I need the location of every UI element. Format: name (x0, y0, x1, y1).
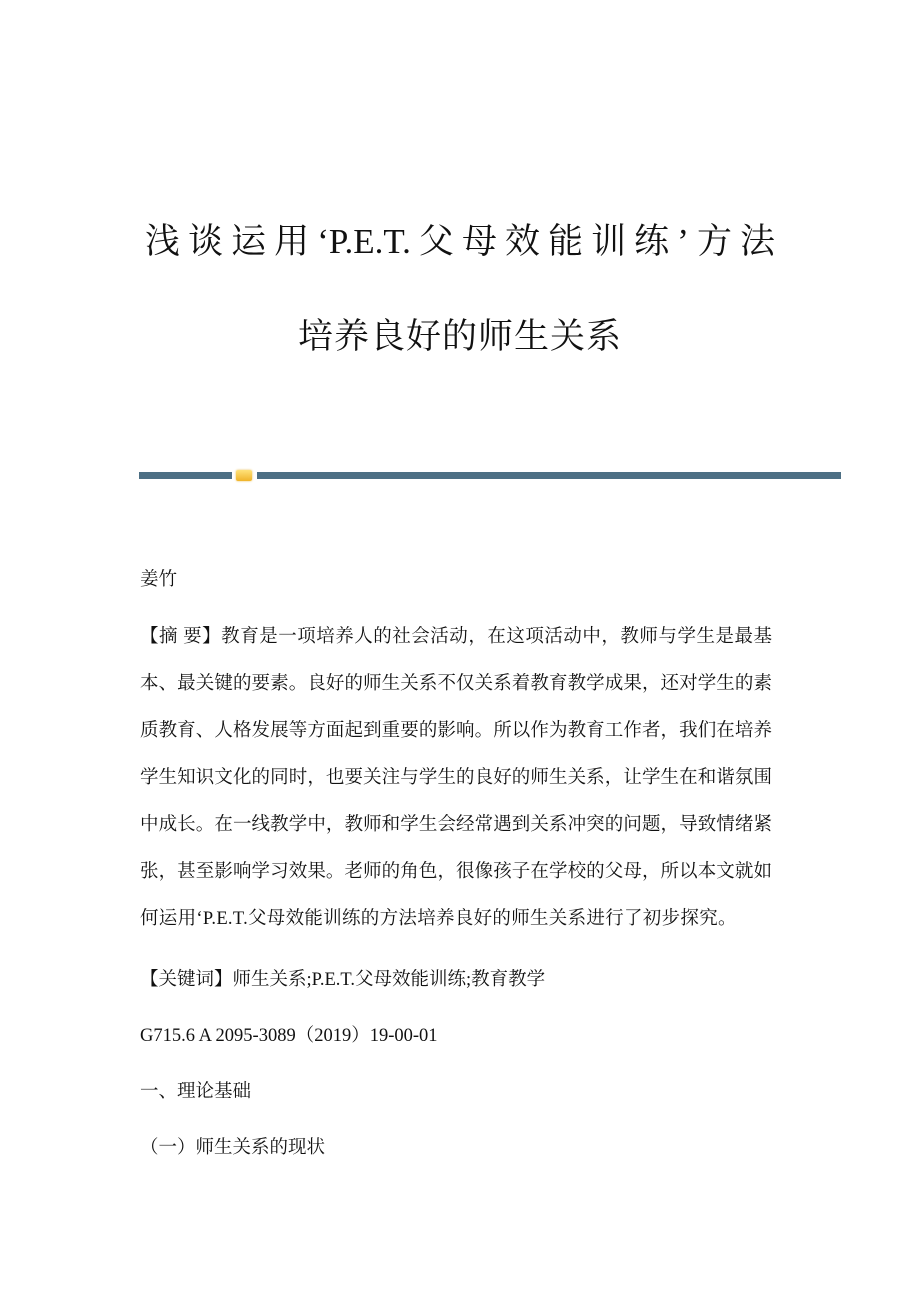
classification-code: G715.6 A 2095-3089（2019）19-00-01 (140, 1026, 438, 1046)
divider-left (139, 472, 232, 479)
title-line-2: 培养良好的师生关系 (297, 317, 622, 356)
ornament-icon (236, 470, 252, 481)
section-heading: 一、理论基础 (140, 1082, 252, 1102)
abstract-line: 中成长。在一线教学中，教师和学生会经常遇到关系冲突的问题，导致情绪紧 (140, 815, 772, 835)
abstract-line: 【摘 要】教育是一项培养人的社会活动，在这项活动中，教师与学生是最基 (140, 627, 772, 647)
abstract-line: 本、最关键的要素。良好的师生关系不仅关系着教育教学成果，还对学生的素 (140, 674, 772, 694)
abstract-line: 学生知识文化的同时，也要关注与学生的良好的师生关系，让学生在和谐氛围 (140, 768, 772, 788)
keywords: 【关键词】师生关系;P.E.T.父母效能训练;教育教学 (140, 970, 546, 990)
author: 姜竹 (140, 570, 178, 590)
abstract-line: 质教育、人格发展等方面起到重要的影响。所以作为教育工作者，我们在培养 (140, 721, 772, 741)
abstract-line: 何运用‘P.E.T.父母效能训练的方法培养良好的师生关系进行了初步探究。 (140, 909, 737, 929)
subsection-heading: （一）师生关系的现状 (140, 1138, 326, 1158)
divider-right (257, 472, 841, 479)
title-line-1: 浅谈运用‘P.E.T.父母效能训练’方法 (145, 222, 775, 261)
abstract-line: 张，甚至影响学习效果。老师的角色，很像孩子在学校的父母，所以本文就如 (140, 862, 772, 882)
